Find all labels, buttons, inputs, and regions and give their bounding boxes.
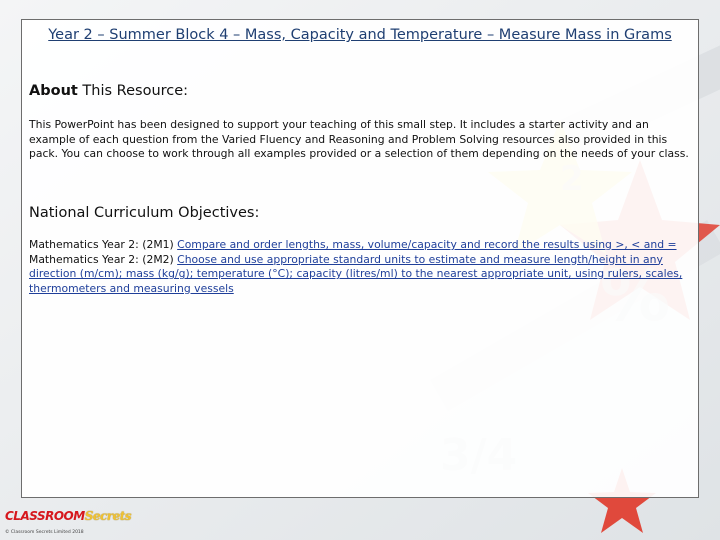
slide-title: Year 2 – Summer Block 4 – Mass, Capacity and Temperature – Measure Mass in Grams	[48, 27, 672, 43]
objective-item	[29, 253, 689, 297]
objective-prefix: Mathematics Year 2: (2M1)	[29, 238, 178, 251]
curriculum-heading: National Curriculum Objectives:	[29, 205, 260, 221]
about-heading-rest: This Resource:	[77, 83, 189, 99]
logo-text-secrets: Secrets	[84, 509, 132, 523]
about-heading	[29, 83, 188, 99]
objective-item	[29, 238, 689, 253]
about-heading-bold: About	[29, 83, 78, 99]
logo-text-classroom: CLASSROOM	[5, 509, 85, 523]
classroom-secrets-logo	[5, 509, 131, 529]
about-text: This PowerPoint has been designed to support your teaching of this small step. It includes a starter activity and an example of each question from the Varied Fluency and Reasoning and Problem Solving resources also provided in this pack. You can choose to work through all examples provided or a selection of them depending on the needs of your class.	[29, 118, 689, 161]
objective-link[interactable]: Compare and order lengths, mass, volume/capacity and record the results using >, < and =	[177, 238, 677, 251]
copyright-text: © Classroom Secrets Limited 2018	[5, 530, 84, 535]
objective-prefix: Mathematics Year 2: (2M2)	[29, 252, 178, 266]
objective-link[interactable]: Choose and use appropriate standard units to estimate and measure length/height in any direction (m/cm); mass (kg/g); temperature (°C); capacity (litres/ml) to the nearest appropriate unit, using rulers, scales, thermometers and measuring vessels	[29, 252, 683, 295]
curriculum-objectives	[29, 238, 689, 296]
